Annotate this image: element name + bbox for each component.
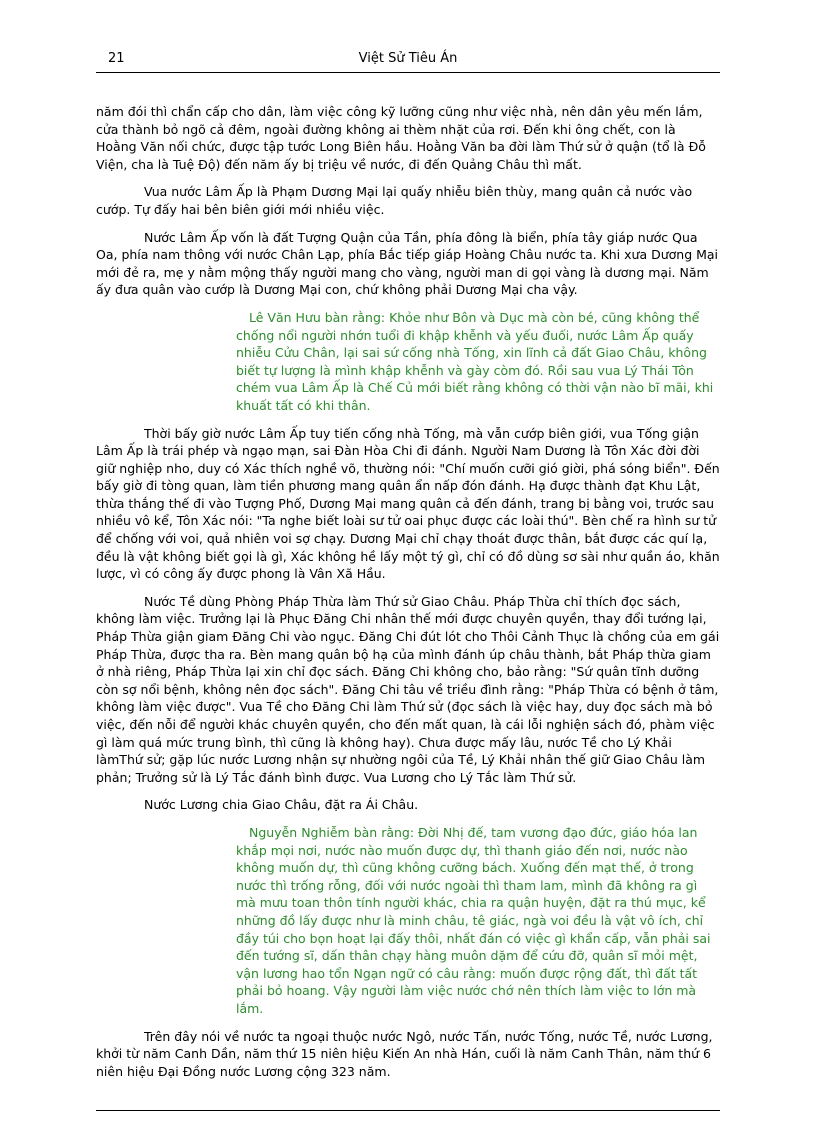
paragraph: Nước Lâm Ấp vốn là đất Tượng Quận của Tần, phía đông là biển, phía tây giáp nước Qua Oa, phía nam thông với nước Chân Lạp, phía Bắc tiếp giáp Hoàng Châu nước ta. Khi xưa Dương Mại mới đẻ ra, mẹ y nằm mộng thấy người mang cho vàng, người man di gọi vàng là dương mại. Năm ấy đưa quân vào cướp là Dương Mại con, chứ không phải Dương Mại cha vậy. bbox=[96, 229, 719, 298]
paragraph: Trên đây nói về nước ta ngoại thuộc nước Ngô, nước Tấn, nước Tống, nước Tề, nước Lương, khởi từ năm Canh Dần, năm thứ 15 niên hiệu Kiến An nhà Hán, cuối là năm Canh Thân, năm thứ 6 niên hiệu Đại Đồng nước Lương cộng 323 năm. bbox=[96, 1028, 713, 1079]
paragraph: Vua nước Lâm Ấp là Phạm Dương Mại lại quấy nhiễu biên thùy, mang quân cả nước vào cướp. Tự đấy hai bên biên giới mới nhiều việc. bbox=[96, 184, 693, 217]
header-rule bbox=[96, 72, 720, 73]
body-text bbox=[96, 103, 720, 1090]
paragraph: Thời bấy giờ nước Lâm Ấp tuy tiến cống nhà Tống, mà vẫn cướp biên giới, vua Tống giận Lâm Ấp là trái phép và ngạo mạn, sai Đàn Hòa Chi đi đánh. Người Nam Dương là Tôn Xác đời đời giữ nghiệp nho, duy có Xác thích nghề võ, thường nói: "Chí muốn cưỡi gió giời, phá sóng biển". Đến bấy giờ đi tòng quan, làm tiền phương mang quân ẩn nấp đón đánh. Hạ được thành đạt Khu Lật, thừa thắng thế đi vào Tượng Phố, Dương Mại mang quân cả đến đánh, trang bị bằng voi, trước sau nhiều vô kể, Tôn Xác nói: "Ta nghe biết loài sư tử oai phục được các loài thú". Bèn chế ra hình sư tử để chống với voi, quả nhiên voi sợ chạy. Dương Mại chỉ chạy thoát được thân, bắt được các quí lạ, đều là vật không biết gọi là gì, Xác không hề lấy một tý gì, chỉ có đồ dùng sơ sài như quần áo, khăn lược, vì có công ấy được phong là Vân Xã Hầu. bbox=[96, 425, 720, 582]
paragraph: Nước Lương chia Giao Châu, đặt ra Ái Châu. bbox=[144, 797, 419, 813]
page-number: 21 bbox=[108, 51, 125, 66]
paragraph: năm đói thì chẩn cấp cho dân, làm việc công kỹ lưỡng cũng như việc nhà, nên dân yêu mến lắm, cửa thành bỏ ngõ cả đêm, ngoài đường không ai thèm nhặt của rơi. Đến khi ông chết, con là Hoằng Văn nối chức, được tập tước Long Biên hầu. Hoằng Văn ba đời làm Thứ sử ở quận (tổ là Đỗ Viện, cha là Tuệ Độ) đến năm ấy bị triệu về nước, đi đến Quảng Châu thì mất. bbox=[96, 104, 706, 172]
commentary-paragraph: Lê Văn Hưu bàn rằng: Khỏe như Bôn và Dục mà còn bé, cũng không thể chống nổi người nhớn tuổi đi khập khễnh và yếu đuối, nước Lâm Ấp quấy nhiễu Cửu Chân, lại sai sứ cống nhà Tống, xin lĩnh cả đất Giao Châu, không biết tự lượng là mình khập khễnh và gày còm đó. Rồi sau vua Lý Thái Tôn chém vua Lâm Ấp là Chế Củ mới biết rằng không có thời vận nào bĩ mãi, khi khuất tất có khi thân. bbox=[236, 309, 714, 413]
commentary-paragraph: Nguyễn Nghiễm bàn rằng: Đời Nhị đế, tam vương đạo đức, giáo hóa lan khắp mọi nơi, nước nào muốn được dự, thì thanh giáo đến nơi, nước nào không muốn dự, thì cũng không cưỡng bách. Xuống đến mạt thế, ở trong nước thì trống rỗng, đối với nước ngoài thì tham lam, mình đã không ra gì mà mưu toan thôn tính người khác, chia ra quận huyện, đặt ra thú mục, kể những đồ lấy được như là minh châu, tê giác, ngà voi đều là vật vô ích, chỉ đầy túi cho bọn hoạt lại đấy thôi, nhất đán có việc gì khẩn cấp, vẫn phải sai đến tướng sĩ, dấn thân chạy hàng muôn dặm để cứu đỡ, quân sĩ mỏi mệt, vận lương hao tổn Ngạn ngữ có câu rằng: muốn được rộng đất, thì đất tất phải bỏ hoang. Vậy người làm việc nước chớ nên thích làm việc to lớn mà lắm. bbox=[236, 824, 711, 1016]
footer-rule bbox=[96, 1110, 720, 1111]
running-title: Việt Sử Tiêu Án bbox=[358, 51, 458, 66]
paragraph: Nước Tề dùng Phòng Pháp Thừa làm Thứ sử Giao Châu. Pháp Thừa chỉ thích đọc sách, không làm việc. Trưởng lại là Phục Đăng Chi nhân thế mới được chuyên quyền, thay đổi tướng lại, Pháp Thừa giận giam Đăng Chi vào ngục. Đăng Chi đút lót cho Thôi Cảnh Thục là chồng của em gái Pháp Thừa, được tha ra. Bèn mang quân bộ hạ của mình đánh úp châu thành, bắt Pháp thừa giam ở nhà riêng, Pháp Thừa lại xin chỉ đọc sách. Đăng Chi không cho, bảo rằng: "Sứ quân tĩnh dưỡng còn sợ nổi bệnh, không nên đọc sách". Đăng Chi tâu về triều đình rằng: "Pháp Thừa có bệnh ở tâm, không làm việc được". Vua Tề cho Đăng Chi làm Thứ sử (đọc sách là việc hay, duy đọc sách mà bỏ việc, đến nỗi để người khác chuyên quyền, cho đến mất quan, là cái lỗi nghiện sách đó, phàm việc gì làm quá mức trung bình, thì cũng là không hay). Chưa được mấy lâu, nước Tề cho Lý Khải làmThứ sử; gặp lúc nước Lương nhận sự nhường ngôi của Tề, Lý Khải nhân thế giữ Giao Châu làm phản; Trưởng sử là Lý Tắc đánh bình được. Vua Lương cho Lý Tắc làm Thứ sử. bbox=[96, 593, 720, 785]
